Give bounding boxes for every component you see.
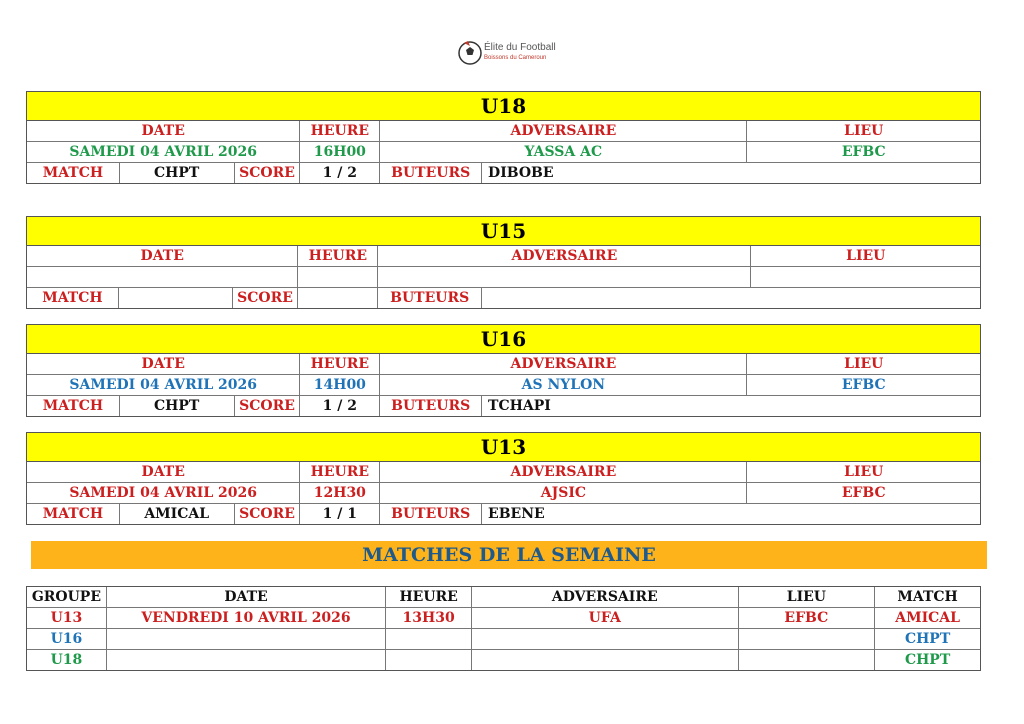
info-row	[27, 267, 980, 288]
score-value: 1 / 2	[300, 163, 380, 183]
venue	[751, 267, 980, 287]
adversaire-cell	[472, 650, 738, 670]
scorers: TCHAPI	[488, 398, 551, 414]
opponent	[378, 267, 751, 287]
groupe-cell: U13	[27, 608, 107, 628]
match-time: 14H00	[300, 375, 380, 395]
score-value	[298, 288, 378, 308]
heure-header: HEURE	[300, 462, 380, 482]
date-header: DATE	[107, 587, 386, 607]
heure-cell	[386, 650, 472, 670]
date-cell	[107, 629, 386, 649]
groupe-header: GROUPE	[27, 587, 107, 607]
venue: EFBC	[841, 485, 886, 501]
week-title: MATCHES DE LA SEMAINE	[31, 541, 987, 569]
adversaire-header: ADVERSAIRE	[472, 587, 738, 607]
match-label: MATCH	[27, 288, 119, 308]
block-title: U18	[27, 92, 980, 121]
opponent: AJSIC	[380, 483, 747, 503]
header-row	[27, 121, 980, 142]
heure-cell: 13H30	[386, 608, 472, 628]
block-title: U16	[27, 325, 980, 354]
match-cell: CHPT	[904, 631, 951, 647]
heure-header: HEURE	[298, 246, 378, 266]
table-row	[27, 650, 980, 670]
score-value: 1 / 1	[300, 504, 380, 524]
heure-header: HEURE	[300, 121, 380, 141]
info-row	[27, 375, 980, 396]
club-logo	[458, 38, 578, 74]
block-u15	[26, 216, 981, 309]
groupe-cell: U18	[27, 650, 107, 670]
block-u18	[26, 91, 981, 184]
lieu-header: LIEU	[844, 356, 884, 372]
match-date	[27, 267, 298, 287]
buteurs-label: BUTEURS	[380, 163, 482, 183]
match-time: 16H00	[300, 142, 380, 162]
match-type: AMICAL	[120, 504, 235, 524]
score-label: SCORE	[235, 396, 301, 416]
match-type: CHPT	[120, 163, 235, 183]
heure-cell	[386, 629, 472, 649]
week-header-row	[27, 587, 980, 608]
adversaire-header: ADVERSAIRE	[380, 462, 747, 482]
table-row	[27, 608, 980, 629]
adversaire-header: ADVERSAIRE	[378, 246, 751, 266]
score-value: 1 / 2	[300, 396, 380, 416]
date-cell: VENDREDI 10 AVRIL 2026	[107, 608, 386, 628]
adversaire-header: ADVERSAIRE	[380, 354, 747, 374]
football-crest-icon	[458, 38, 482, 68]
info-row	[27, 483, 980, 504]
buteurs-label: BUTEURS	[380, 396, 482, 416]
result-row	[27, 504, 980, 524]
score-label: SCORE	[235, 504, 301, 524]
match-date: SAMEDI 04 AVRIL 2026	[27, 142, 300, 162]
header-row	[27, 354, 980, 375]
block-title: U13	[27, 433, 980, 462]
groupe-cell: U16	[27, 629, 107, 649]
block-u13	[26, 432, 981, 525]
lieu-header: LIEU	[739, 587, 876, 607]
buteurs-label: BUTEURS	[378, 288, 482, 308]
match-time	[298, 267, 378, 287]
scorers: EBENE	[488, 506, 545, 522]
result-row	[27, 288, 980, 308]
heure-header: HEURE	[386, 587, 472, 607]
result-row	[27, 396, 980, 416]
date-header: DATE	[27, 462, 300, 482]
match-label: MATCH	[27, 396, 120, 416]
match-header: MATCH	[897, 589, 958, 605]
adversaire-cell	[472, 629, 738, 649]
lieu-header: LIEU	[844, 464, 884, 480]
venue: EFBC	[841, 377, 886, 393]
header-row	[27, 246, 980, 267]
lieu-cell: EFBC	[739, 608, 876, 628]
table-row	[27, 629, 980, 650]
lieu-header: LIEU	[846, 248, 886, 264]
logo-subtitle: Boissons du Cameroun	[484, 55, 547, 61]
lieu-cell	[739, 629, 876, 649]
lieu-cell	[739, 650, 876, 670]
logo-title: Élite du Football	[484, 42, 556, 53]
adversaire-cell: UFA	[472, 608, 738, 628]
match-date: SAMEDI 04 AVRIL 2026	[27, 375, 300, 395]
info-row	[27, 142, 980, 163]
week-table	[26, 586, 981, 671]
score-label: SCORE	[233, 288, 299, 308]
date-header: DATE	[27, 354, 300, 374]
opponent: YASSA AC	[380, 142, 747, 162]
match-time: 12H30	[300, 483, 380, 503]
opponent: AS NYLON	[380, 375, 747, 395]
buteurs-label: BUTEURS	[380, 504, 482, 524]
lieu-header: LIEU	[844, 123, 884, 139]
date-cell	[107, 650, 386, 670]
match-label: MATCH	[27, 504, 120, 524]
score-label: SCORE	[235, 163, 301, 183]
match-label: MATCH	[27, 163, 120, 183]
date-header: DATE	[27, 121, 300, 141]
block-title: U15	[27, 217, 980, 246]
scorers: DIBOBE	[488, 165, 554, 181]
block-u16	[26, 324, 981, 417]
match-type	[119, 288, 233, 308]
match-type: CHPT	[120, 396, 235, 416]
result-row	[27, 163, 980, 183]
header-row	[27, 462, 980, 483]
scorers	[482, 288, 980, 308]
match-cell: AMICAL	[895, 610, 960, 626]
venue: EFBC	[841, 144, 886, 160]
adversaire-header: ADVERSAIRE	[380, 121, 747, 141]
heure-header: HEURE	[300, 354, 380, 374]
match-cell: CHPT	[904, 652, 951, 668]
date-header: DATE	[27, 246, 298, 266]
match-date: SAMEDI 04 AVRIL 2026	[27, 483, 300, 503]
